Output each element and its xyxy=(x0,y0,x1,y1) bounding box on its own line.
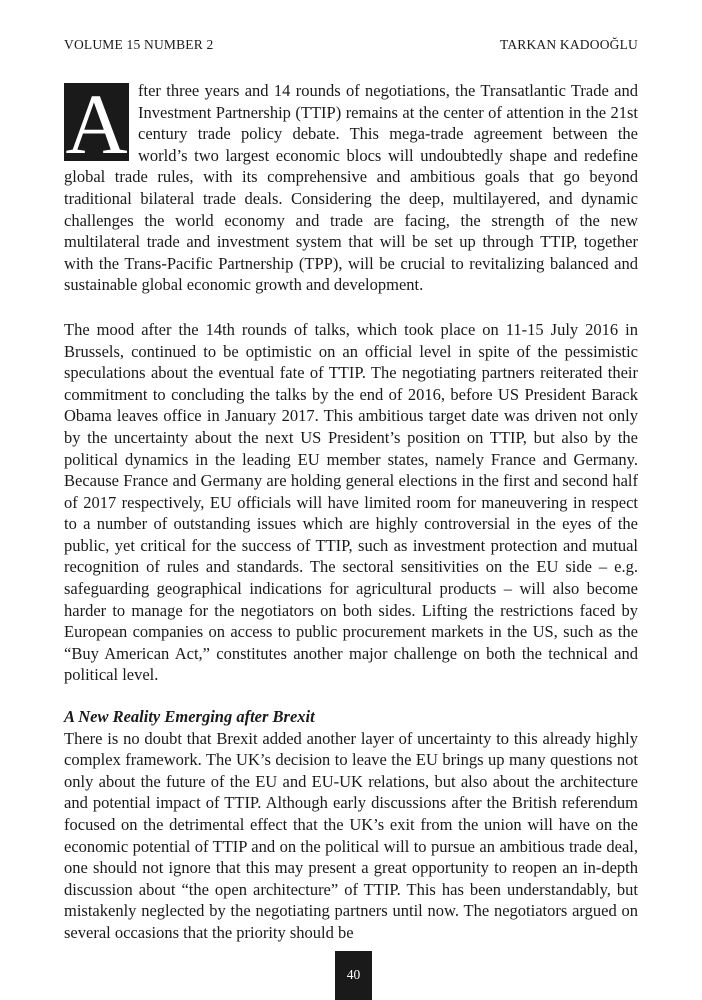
drop-cap: A xyxy=(65,76,128,172)
article-body xyxy=(64,76,638,944)
running-header xyxy=(64,37,638,53)
section-heading: A New Reality Emerging after Brexit xyxy=(64,707,315,727)
page-number-text: 40 xyxy=(346,967,361,982)
paragraph-brexit: There is no doubt that Brexit added another layer of uncertainty to this already highly complex framework. The UK’s decision to leave the EU brings up many questions not only about the future of the EU and EU-UK relations, but also about the architecture and potential impact of TTIP. Although early discussions after the British referendum focused on the detrimental effect that the UK’s exit from the union will have on the economic potential of TTIP and on the political will to pursue an ambitious trade deal, one should not ignore that this may present a great opportunity to reopen an in-depth discussion about “the open architecture” of TTIP. This has been understandably, but mistakenly neglected by the negotiating partners until now. The negotiators argued on several occasions that the priority should be xyxy=(64,728,638,942)
paragraph-talks: The mood after the 14th rounds of talks, which took place on 11-15 July 2016 in Brussels, continued to be optimistic on an official level in spite of the pessimistic speculations about the eventual fate of TTIP. The negotiating partners reiterated their commitment to concluding the talks by the end of 2016, before US President Barack Obama leaves office in January 2017. This ambitious target date was driven not only by the uncertainty about the next US President’s position on TTIP, but also by the political dynamics in the leading EU member states, namely France and Germany. Because France and Germany are holding general elections in the first and second half of 2017 respectively, EU officials will have limited room for maneuvering in respect to a number of outstanding issues which are highly controversial in the eyes of the public, yet critical for the success of TTIP, such as investment protection and mutual recognition of rules and standards. The sectoral sensitivities on the EU side – e.g. safeguarding geographical indications for agricultural products – will also become harder to manage for the negotiators on both sides. Lifting the restrictions faced by European companies on access to public procurement markets in the US, such as the “Buy American Act,” constitutes another major challenge on both the technical and political level. xyxy=(64,319,638,685)
paragraph-intro-text: fter three years and 14 rounds of negotiations, the Transatlantic Trade and Investment Partnership (TTIP) remains at the center of attention in the 21st century trade policy debate. This mega-trade agreement between the world’s two largest economic blocs will undoubtedly shape and redefine global trade rules, with its comprehensive and ambitious goals that go beyond traditional bilateral trade deals. Considering the deep, multilayered, and dynamic challenges the world economy and trade are facing, the strength of the new multilateral trade and investment system that will be set up through TTIP, together with the Trans-Pacific Partnership (TPP), will be crucial to revitalizing balanced and sustainable global economic growth and development. xyxy=(64,81,638,295)
page-number xyxy=(335,951,372,1000)
journal-volume: VOLUME 15 NUMBER 2 xyxy=(64,37,214,52)
author-name: TARKAN KADOOĞLU xyxy=(499,37,638,52)
paragraph-intro xyxy=(64,76,638,296)
